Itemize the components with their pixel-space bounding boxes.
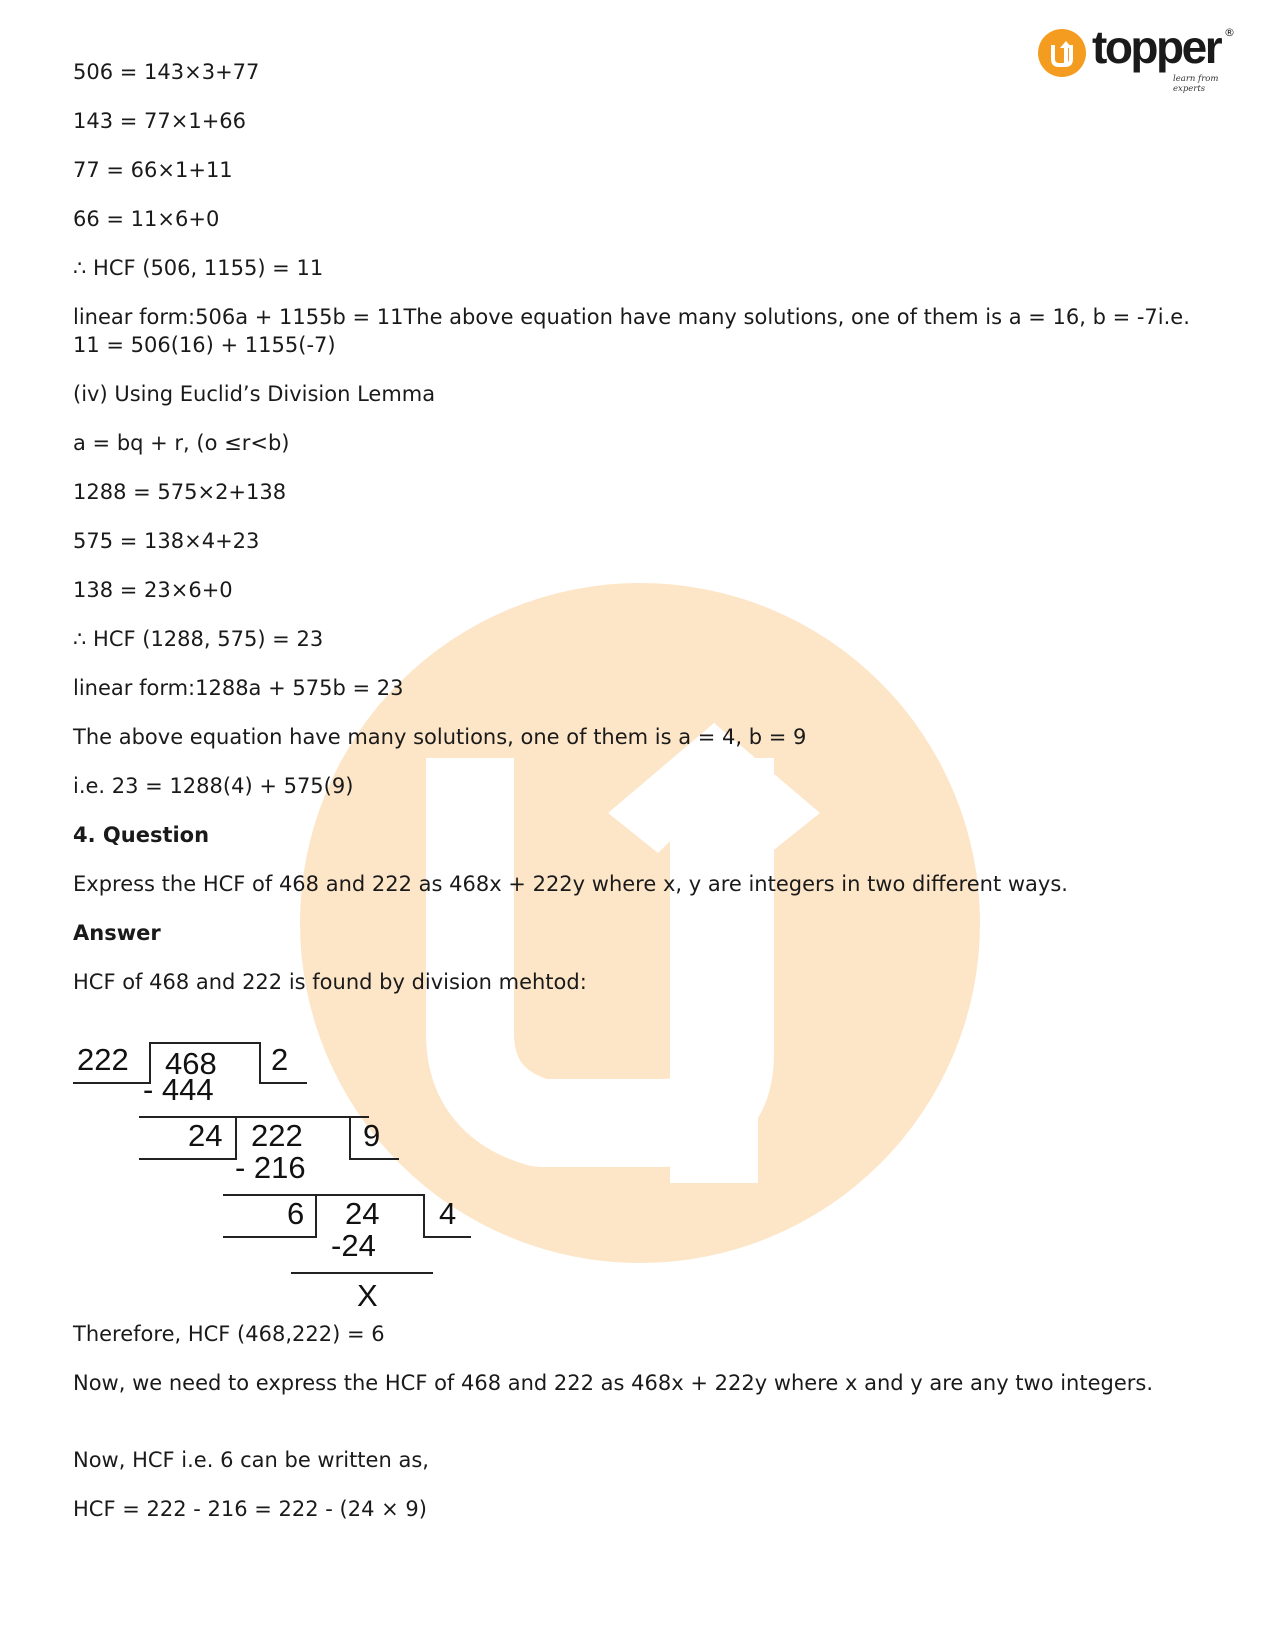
- logo-registered-mark: ®: [1224, 26, 1235, 39]
- division-line: [259, 1082, 307, 1084]
- lemma-formula: a = bq + r, (o ≤r<b): [73, 431, 290, 455]
- question-text: Express the HCF of 468 and 222 as 468x + 222y where x, y are integers in two different ways.: [73, 872, 1068, 896]
- division-subtract: -24: [331, 1228, 376, 1263]
- division-line: [223, 1236, 317, 1238]
- linear-form-paragraph: linear form:506a + 1155b = 11The above equation have many solutions, one of them is a = 16, b = -7i.e. 11 = 506(16) + 1155(-7): [73, 305, 1190, 357]
- division-line: [223, 1194, 423, 1196]
- equation-line: 575 = 138×4+23: [73, 529, 260, 553]
- equation-line: 143 = 77×1+66: [73, 109, 247, 133]
- solution-line: The above equation have many solutions, one of them is a = 4, b = 9: [73, 725, 807, 749]
- equation-line: 77 = 66×1+11: [73, 158, 233, 182]
- hcf-expression: HCF = 222 - 216 = 222 - (24 × 9): [73, 1497, 427, 1521]
- hcf-result: ∴ HCF (1288, 575) = 23: [73, 627, 324, 651]
- division-subtract: - 216: [235, 1150, 306, 1185]
- topper-logo-icon: [1038, 29, 1086, 77]
- subpart-heading: (iv) Using Euclid’s Division Lemma: [73, 382, 436, 406]
- division-divisor: 24: [188, 1118, 223, 1153]
- division-line: [349, 1158, 399, 1160]
- question-heading: 4. Question: [73, 823, 210, 847]
- division-dividend: 468: [165, 1046, 217, 1081]
- division-line: [315, 1194, 317, 1238]
- express-paragraph: Now, we need to express the HCF of 468 and 222 as 468x + 222y where x and y are any two integers.: [73, 1371, 1154, 1395]
- equation-line: 1288 = 575×2+138: [73, 480, 287, 504]
- logo-tagline: learn from experts: [1173, 74, 1219, 94]
- logo-brand: topper: [1092, 21, 1221, 73]
- division-dividend: 222: [251, 1118, 303, 1153]
- long-division-figure: [73, 1040, 503, 1325]
- hcf-written-as: Now, HCF i.e. 6 can be written as,: [73, 1448, 429, 1472]
- equation-line: 138 = 23×6+0: [73, 578, 233, 602]
- division-line: [139, 1158, 237, 1160]
- division-subtract: - 444: [143, 1072, 214, 1107]
- hcf-result: ∴ HCF (506, 1155) = 11: [73, 256, 324, 280]
- linear-form-line: linear form:1288a + 575b = 23: [73, 676, 404, 700]
- division-line: [349, 1116, 351, 1160]
- division-quotient: 2: [271, 1042, 289, 1077]
- answer-heading: Answer: [73, 921, 161, 945]
- answer-intro: HCF of 468 and 222 is found by division mehtod:: [73, 970, 587, 994]
- topper-logo: [1038, 21, 1238, 94]
- division-dividend: 24: [345, 1196, 380, 1231]
- division-line: [259, 1042, 261, 1084]
- division-line: [149, 1042, 259, 1044]
- division-quotient: 4: [439, 1196, 457, 1231]
- division-line: [291, 1272, 433, 1274]
- division-line: [423, 1236, 471, 1238]
- solution-check: i.e. 23 = 1288(4) + 575(9): [73, 774, 354, 798]
- division-divisor: 6: [287, 1196, 305, 1231]
- division-end-mark: X: [357, 1278, 378, 1313]
- division-quotient: 9: [363, 1118, 381, 1153]
- equation-line: 506 = 143×3+77: [73, 60, 260, 84]
- hcf-conclusion: Therefore, HCF (468,222) = 6: [73, 1322, 385, 1346]
- division-line: [73, 1082, 149, 1084]
- division-line: [423, 1194, 425, 1238]
- equation-line: 66 = 11×6+0: [73, 207, 220, 231]
- division-divisor: 222: [77, 1042, 129, 1077]
